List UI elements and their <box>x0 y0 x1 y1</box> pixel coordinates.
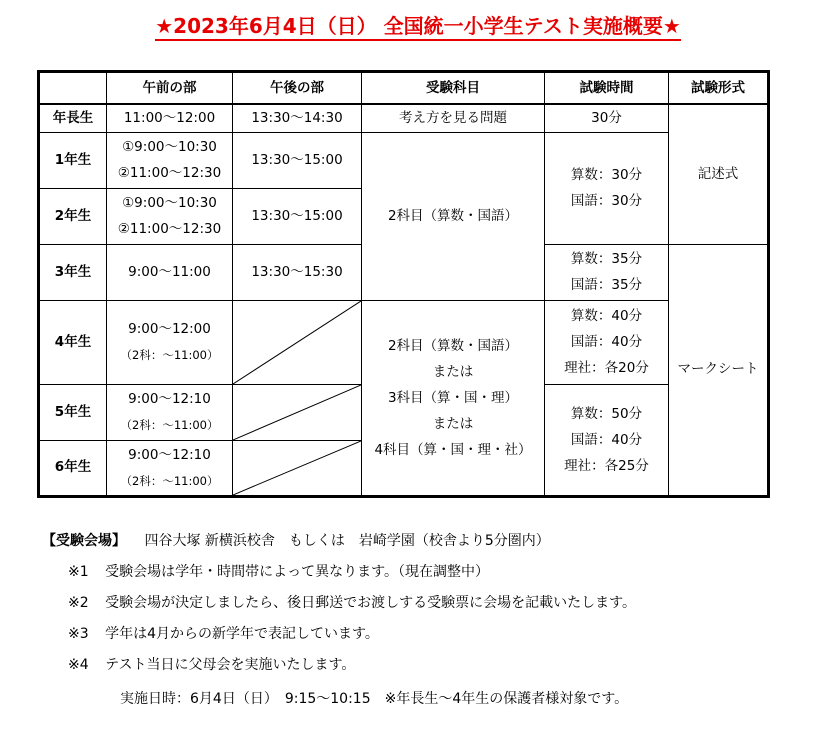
note-4-text: テスト当日に父母会を実施いたします。 <box>105 657 356 673</box>
time-g1-2-japanese: 国語：30分 <box>570 193 643 209</box>
diagonal-line <box>233 441 361 495</box>
note-1-mark: ※1 <box>68 564 89 580</box>
time-nencho: 30分 <box>545 104 669 132</box>
morning-g2-slot1: ①9:00～10:30 <box>122 195 217 211</box>
morning-g5-time: 9:00～12:10 <box>128 391 211 407</box>
diagonal-line <box>233 301 361 384</box>
time-g5-6-math: 算数：50分 <box>570 405 643 422</box>
time-g4 <box>545 300 669 384</box>
time-g4-science-social: 理社：各20分 <box>564 360 649 376</box>
afternoon-g6-none <box>233 440 362 496</box>
afternoon-g3: 13:30～15:30 <box>233 244 362 300</box>
morning-g3: 9:00～11:00 <box>107 244 233 300</box>
time-g5-6-japanese: 国語：40分 <box>570 431 643 448</box>
time-g3-japanese: 国語：35分 <box>570 277 643 293</box>
note-1 <box>68 561 489 581</box>
format-written: 記述式 <box>669 104 769 244</box>
morning-g4 <box>107 300 233 384</box>
note-2-mark: ※2 <box>68 595 89 611</box>
note-2-text: 受験会場が決定しましたら、後日郵送でお渡しする受験票に会場を記載いたします。 <box>105 595 636 611</box>
diagonal-line <box>233 385 361 440</box>
note-3-mark: ※3 <box>68 626 89 642</box>
morning-g5-two-subject: （2科：～11:00） <box>120 418 219 432</box>
morning-g4-time: 9:00～12:00 <box>128 321 211 337</box>
format-mark-sheet: マークシート <box>669 244 769 496</box>
table-row <box>39 300 769 384</box>
morning-g2 <box>107 188 233 244</box>
schedule-table <box>37 70 770 498</box>
time-g4-japanese: 国語：40分 <box>570 334 643 350</box>
header-exam-time: 試験時間 <box>545 72 669 105</box>
morning-g4-two-subject: （2科：～11:00） <box>120 348 219 362</box>
subjects-option-3: 3科目（算・国・理） <box>387 389 519 406</box>
afternoon-nencho: 13:30～14:30 <box>233 104 362 132</box>
header-subjects: 受験科目 <box>362 72 545 105</box>
grade-1: 1年生 <box>39 132 107 188</box>
subjects-or-2: または <box>432 415 474 432</box>
morning-g2-slot2: ②11:00～12:30 <box>117 221 222 237</box>
morning-g1 <box>107 132 233 188</box>
morning-g5 <box>107 384 233 440</box>
time-g4-math: 算数：40分 <box>570 308 643 324</box>
subjects-nencho: 考え方を見る問題 <box>362 104 545 132</box>
time-g5-6-science-social: 理社：各25分 <box>564 457 649 474</box>
header-morning: 午前の部 <box>107 72 233 105</box>
subjects-g1-3: 2科目（算数・国語） <box>362 132 545 300</box>
afternoon-g2: 13:30～15:00 <box>233 188 362 244</box>
note-2 <box>68 592 636 612</box>
afternoon-g5-none <box>233 384 362 440</box>
time-g1-2 <box>545 132 669 244</box>
grade-3: 3年生 <box>39 244 107 300</box>
note-1-text: 受験会場は学年・時間帯によって異なります。（現在調整中） <box>105 564 489 580</box>
parent-meeting-schedule: 実施日時：6月4日（日） 9:15～10:15 ※年長生～4年生の保護者様対象です。 <box>120 691 629 707</box>
subjects-g4-6 <box>362 300 545 496</box>
table-header-row <box>39 72 769 105</box>
grade-5: 5年生 <box>39 384 107 440</box>
header-exam-format: 試験形式 <box>669 72 769 105</box>
grade-2: 2年生 <box>39 188 107 244</box>
subjects-or-1: または <box>432 363 474 380</box>
note-3-text: 学年は4月からの新学年で表記しています。 <box>105 626 379 642</box>
table-row <box>39 132 769 188</box>
time-g3 <box>545 244 669 300</box>
note-4 <box>68 654 355 674</box>
grade-nencho: 年長生 <box>39 104 107 132</box>
time-g5-6 <box>545 384 669 496</box>
morning-g1-slot1: ①9:00～10:30 <box>122 139 217 155</box>
subjects-option-4: 4科目（算・国・理・社） <box>374 441 532 458</box>
header-afternoon: 午後の部 <box>233 72 362 105</box>
morning-nencho: 11:00～12:00 <box>107 104 233 132</box>
table-row <box>39 104 769 132</box>
morning-g6-two-subject: （2科：～11:00） <box>120 473 219 488</box>
venue-line <box>42 530 550 550</box>
morning-g6 <box>107 440 233 496</box>
header-empty <box>39 72 107 105</box>
page-title: ★2023年6月4日（日） 全国統一小学生テスト実施概要★ <box>0 10 836 39</box>
time-g3-math: 算数：35分 <box>570 251 643 267</box>
note-4-mark: ※4 <box>68 657 89 673</box>
grade-6: 6年生 <box>39 440 107 496</box>
afternoon-g4-none <box>233 300 362 384</box>
note-3 <box>68 623 379 643</box>
morning-g6-time: 9:00～12:10 <box>128 446 211 463</box>
time-g1-2-math: 算数：30分 <box>570 167 643 183</box>
grade-4: 4年生 <box>39 300 107 384</box>
afternoon-g1: 13:30～15:00 <box>233 132 362 188</box>
subjects-option-2: 2科目（算数・国語） <box>387 337 519 354</box>
venue-label: 【受験会場】 <box>42 533 126 549</box>
morning-g1-slot2: ②11:00～12:30 <box>117 165 222 181</box>
venue-text: 四谷大塚 新横浜校舎 もしくは 岩崎学園（校舎より5分圏内） <box>144 533 550 549</box>
